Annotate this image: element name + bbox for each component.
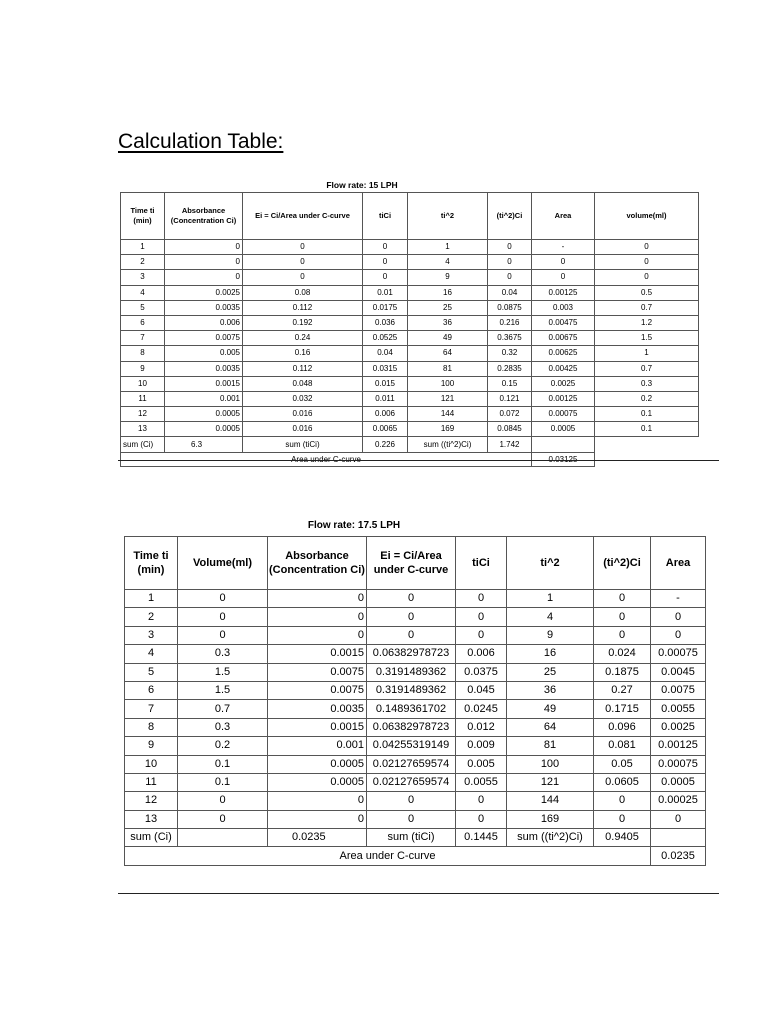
table-cell: 36 xyxy=(408,315,488,330)
sum-row xyxy=(121,437,699,452)
table-cell: 0.0035 xyxy=(268,700,367,718)
table-row xyxy=(121,361,699,376)
table-row xyxy=(121,376,699,391)
table-cell: 6 xyxy=(125,681,178,699)
table-cell: 0.00475 xyxy=(532,315,595,330)
table-cell: 12 xyxy=(121,407,165,422)
table-row xyxy=(125,755,706,773)
table-cell: 3 xyxy=(125,626,178,644)
table-cell: 25 xyxy=(507,663,594,681)
table-cell: 4 xyxy=(125,645,178,663)
page-heading: Calculation Table: xyxy=(118,130,284,153)
table-row xyxy=(121,300,699,315)
table-cell: 0 xyxy=(363,255,408,270)
table-row xyxy=(121,331,699,346)
sum-ti2ci-value: 0.9405 xyxy=(594,829,651,847)
divider-line xyxy=(118,460,719,461)
table-cell: 12 xyxy=(125,792,178,810)
table-cell: 0.006 xyxy=(363,407,408,422)
table-cell: 0 xyxy=(363,270,408,285)
table-cell: 0.192 xyxy=(243,315,363,330)
table-cell: 0.00125 xyxy=(532,391,595,406)
table-cell: 0.3191489362 xyxy=(367,681,456,699)
table-cell: 0.00675 xyxy=(532,331,595,346)
table-cell: 0.08 xyxy=(243,285,363,300)
table-cell: 0.072 xyxy=(488,407,532,422)
table-cell: 0.024 xyxy=(594,645,651,663)
table-cell: 0 xyxy=(268,608,367,626)
table-row xyxy=(125,700,706,718)
table-cell: 0 xyxy=(456,626,507,644)
table-row xyxy=(125,663,706,681)
table-cell: 0 xyxy=(594,810,651,828)
table-row xyxy=(125,773,706,791)
table-cell: 0.016 xyxy=(243,422,363,437)
table-cell: 0.112 xyxy=(243,361,363,376)
table-cell: 0.1489361702 xyxy=(367,700,456,718)
table-cell: 0 xyxy=(178,792,268,810)
table-cell: 0.15 xyxy=(488,376,532,391)
table-cell: 49 xyxy=(507,700,594,718)
table-cell: 0.2 xyxy=(178,737,268,755)
table-cell: 5 xyxy=(121,300,165,315)
table-cell: 0.7 xyxy=(595,300,699,315)
calc-table-15lph-section xyxy=(118,178,720,467)
table-cell: 0.04 xyxy=(363,346,408,361)
area-under-curve-label: Area under C-curve xyxy=(125,847,651,865)
table-cell: 0.00125 xyxy=(532,285,595,300)
calc-table-15lph xyxy=(120,192,699,467)
table-cell: 0.06382978723 xyxy=(367,718,456,736)
table-cell: 0.0005 xyxy=(651,773,706,791)
table-cell: 4 xyxy=(121,285,165,300)
sum-ci-value: 0.0235 xyxy=(268,829,367,847)
area-under-curve-label: Area under C-curve xyxy=(121,452,532,466)
table-row xyxy=(121,407,699,422)
table-cell: 6 xyxy=(121,315,165,330)
table-cell: 10 xyxy=(125,755,178,773)
area-under-curve-row xyxy=(125,847,706,865)
table-cell: 0 xyxy=(367,792,456,810)
table-cell: 121 xyxy=(408,391,488,406)
table-row xyxy=(125,737,706,755)
col-header-area: Area xyxy=(651,537,706,590)
table-cell: 169 xyxy=(507,810,594,828)
table-row xyxy=(125,792,706,810)
col-header-absorbance: Absorbance (Concentration Ci) xyxy=(165,193,243,240)
table-cell: 0.0005 xyxy=(532,422,595,437)
table-cell: 64 xyxy=(408,346,488,361)
table-cell: 0.0315 xyxy=(363,361,408,376)
table-cell: 0.006 xyxy=(456,645,507,663)
col-header-ti2: ti^2 xyxy=(507,537,594,590)
table-cell: 0.0035 xyxy=(165,300,243,315)
table-cell: 0.0175 xyxy=(363,300,408,315)
table-cell: 0.0005 xyxy=(268,755,367,773)
table-cell: 0.0055 xyxy=(456,773,507,791)
table-row xyxy=(125,810,706,828)
table-cell: 100 xyxy=(408,376,488,391)
sum-ti2ci-label: sum ((ti^2)Ci) xyxy=(408,437,488,452)
table-cell: 0.24 xyxy=(243,331,363,346)
area-under-curve-value: 0.0235 xyxy=(651,847,706,865)
table-row xyxy=(121,270,699,285)
table-cell: 0.7 xyxy=(178,700,268,718)
col-header-ti2: ti^2 xyxy=(408,193,488,240)
table-cell: 0.048 xyxy=(243,376,363,391)
table-cell: 0.1875 xyxy=(594,663,651,681)
table-cell: 0.06382978723 xyxy=(367,645,456,663)
table-cell: 1 xyxy=(408,240,488,255)
table-row xyxy=(121,255,699,270)
table-cell: 0 xyxy=(594,626,651,644)
table-cell: 0.3 xyxy=(178,718,268,736)
table-cell: 0.0375 xyxy=(456,663,507,681)
calc-table-17-5lph-section xyxy=(118,516,720,866)
flow-rate-title: Flow rate: 17.5 LPH xyxy=(307,520,401,531)
table-cell: 0.2835 xyxy=(488,361,532,376)
table-cell: 1 xyxy=(121,240,165,255)
table-cell: 7 xyxy=(121,331,165,346)
sum-ci-value: 6.3 xyxy=(165,437,243,452)
table-cell: 0 xyxy=(178,626,268,644)
table-cell: 0.2 xyxy=(595,391,699,406)
table-cell: 0.3191489362 xyxy=(367,663,456,681)
table-cell: 11 xyxy=(125,773,178,791)
table-cell: 0 xyxy=(178,810,268,828)
col-header-volume: volume(ml) xyxy=(595,193,699,240)
table-cell: 169 xyxy=(408,422,488,437)
table-cell: 0.016 xyxy=(243,407,363,422)
sum-tici-value: 0.1445 xyxy=(456,829,507,847)
table-row xyxy=(125,718,706,736)
table-cell: 10 xyxy=(121,376,165,391)
table-cell: 1 xyxy=(595,346,699,361)
table-cell: 5 xyxy=(125,663,178,681)
table-cell: 0 xyxy=(165,240,243,255)
divider-line xyxy=(118,893,719,894)
table-cell: 0 xyxy=(456,590,507,608)
table-cell: 1 xyxy=(507,590,594,608)
table-cell: 9 xyxy=(125,737,178,755)
table-cell: 0 xyxy=(595,240,699,255)
table-cell: 0 xyxy=(367,810,456,828)
table-row xyxy=(125,590,706,608)
table-cell: 0.00425 xyxy=(532,361,595,376)
table-cell: - xyxy=(651,590,706,608)
table-cell: 3 xyxy=(121,270,165,285)
sum-tici-label: sum (tiCi) xyxy=(367,829,456,847)
col-header-area: Area xyxy=(532,193,595,240)
col-header-ei: Ei = Ci/Area under C-curve xyxy=(243,193,363,240)
table-cell: 0.00125 xyxy=(651,737,706,755)
table-cell: 0.005 xyxy=(165,346,243,361)
table-cell: 0.081 xyxy=(594,737,651,755)
header-row xyxy=(121,193,699,240)
table-cell: 9 xyxy=(121,361,165,376)
sum-volume-empty xyxy=(178,829,268,847)
table-cell: 0 xyxy=(243,255,363,270)
table-row xyxy=(125,608,706,626)
table-cell: 0.012 xyxy=(456,718,507,736)
sum-volume-empty xyxy=(595,437,699,452)
table-cell: 0.0245 xyxy=(456,700,507,718)
table-cell: 13 xyxy=(125,810,178,828)
table-cell: 0.0025 xyxy=(651,718,706,736)
table-cell: 0 xyxy=(594,590,651,608)
table-cell: 1.5 xyxy=(595,331,699,346)
table-cell: 0.216 xyxy=(488,315,532,330)
table-cell: 0.0025 xyxy=(165,285,243,300)
table-row xyxy=(121,391,699,406)
table-cell: 0.001 xyxy=(268,737,367,755)
table-cell: 13 xyxy=(121,422,165,437)
table-cell: 0.01 xyxy=(363,285,408,300)
table-cell: 0.00075 xyxy=(651,645,706,663)
table-cell: 0 xyxy=(456,608,507,626)
table-cell: 0.011 xyxy=(363,391,408,406)
table-cell: 0.04255319149 xyxy=(367,737,456,755)
table-cell: 1.2 xyxy=(595,315,699,330)
table-cell: 8 xyxy=(121,346,165,361)
table-cell: 0.32 xyxy=(488,346,532,361)
col-header-tici: tiCi xyxy=(456,537,507,590)
table-cell: 0.0045 xyxy=(651,663,706,681)
table-cell: 0.032 xyxy=(243,391,363,406)
table-cell: 2 xyxy=(125,608,178,626)
table-cell: 0.1 xyxy=(595,422,699,437)
table-cell: 0 xyxy=(456,792,507,810)
col-header-absorbance: Absorbance (Concentration Ci) xyxy=(268,537,367,590)
table-cell: 121 xyxy=(507,773,594,791)
table-cell: 0.1 xyxy=(595,407,699,422)
table-cell: 0.121 xyxy=(488,391,532,406)
table-cell: 0 xyxy=(165,270,243,285)
table-cell: 0 xyxy=(651,608,706,626)
col-header-ti2ci: (ti^2)Ci xyxy=(488,193,532,240)
sum-ci-label: sum (Ci) xyxy=(125,829,178,847)
table-cell: 0 xyxy=(243,240,363,255)
table-cell: 0 xyxy=(367,590,456,608)
table-cell: 0 xyxy=(268,590,367,608)
sum-ci-label: sum (Ci) xyxy=(121,437,165,452)
table-cell: 0.04 xyxy=(488,285,532,300)
table-cell: 0.05 xyxy=(594,755,651,773)
sum-ti2ci-label: sum ((ti^2)Ci) xyxy=(507,829,594,847)
header-row xyxy=(125,537,706,590)
sum-tici-label: sum (tiCi) xyxy=(243,437,363,452)
flow-rate-title: Flow rate: 15 LPH xyxy=(326,180,398,190)
table-cell: 0.0035 xyxy=(165,361,243,376)
table-cell: 0 xyxy=(165,255,243,270)
table-cell: 0.0075 xyxy=(268,663,367,681)
table-row xyxy=(125,626,706,644)
sum-row xyxy=(125,829,706,847)
table-cell: 2 xyxy=(121,255,165,270)
table-cell: 0.0875 xyxy=(488,300,532,315)
table-cell: 0.0075 xyxy=(165,331,243,346)
table-cell: 16 xyxy=(507,645,594,663)
table-row xyxy=(121,285,699,300)
table-cell: 0 xyxy=(651,810,706,828)
table-cell: 0.0065 xyxy=(363,422,408,437)
table-cell: 0 xyxy=(594,792,651,810)
table-cell: 0.015 xyxy=(363,376,408,391)
table-cell: 0.27 xyxy=(594,681,651,699)
table-cell: 36 xyxy=(507,681,594,699)
table-cell: 7 xyxy=(125,700,178,718)
col-header-ti2ci: (ti^2)Ci xyxy=(594,537,651,590)
area-under-curve-value: 0.03125 xyxy=(532,452,595,466)
table-cell: 49 xyxy=(408,331,488,346)
table-cell: 0.02127659574 xyxy=(367,773,456,791)
table-cell: 0.5 xyxy=(595,285,699,300)
table-row xyxy=(125,681,706,699)
table-cell: 0.7 xyxy=(595,361,699,376)
table-cell: 0.0015 xyxy=(268,718,367,736)
table-cell: 1 xyxy=(125,590,178,608)
table-cell: 0.0025 xyxy=(532,376,595,391)
table-cell: 0.3 xyxy=(595,376,699,391)
table-cell: 0.009 xyxy=(456,737,507,755)
table-cell: 0 xyxy=(268,792,367,810)
table-cell: 1.5 xyxy=(178,663,268,681)
table-cell: 1.5 xyxy=(178,681,268,699)
table-cell: 0 xyxy=(243,270,363,285)
table-cell: 0.1 xyxy=(178,755,268,773)
col-header-volume: Volume(ml) xyxy=(178,537,268,590)
table-cell: 16 xyxy=(408,285,488,300)
table-cell: 0.0005 xyxy=(165,407,243,422)
table-cell: 0.0075 xyxy=(268,681,367,699)
table-cell: 0.0845 xyxy=(488,422,532,437)
table-cell: 4 xyxy=(408,255,488,270)
table-cell: 0.00625 xyxy=(532,346,595,361)
table-cell: 0 xyxy=(595,270,699,285)
table-cell: 0.1 xyxy=(178,773,268,791)
table-cell: 0.0015 xyxy=(165,376,243,391)
table-cell: 0.045 xyxy=(456,681,507,699)
table-cell: 0.0015 xyxy=(268,645,367,663)
col-header-time: Time ti (min) xyxy=(125,537,178,590)
table-cell: 0 xyxy=(651,626,706,644)
table-cell: - xyxy=(532,240,595,255)
table-cell: 0.0005 xyxy=(165,422,243,437)
calc-table-17-5lph xyxy=(124,536,706,866)
table-cell: 81 xyxy=(408,361,488,376)
sum-area-empty xyxy=(532,437,595,452)
table-row xyxy=(121,240,699,255)
table-cell: 0 xyxy=(367,626,456,644)
table-cell: 8 xyxy=(125,718,178,736)
table-cell: 0.1715 xyxy=(594,700,651,718)
col-header-time: Time ti (min) xyxy=(121,193,165,240)
table-cell: 0 xyxy=(363,240,408,255)
table-cell: 0.0075 xyxy=(651,681,706,699)
table-cell: 100 xyxy=(507,755,594,773)
col-header-ei: Ei = Ci/Area under C-curve xyxy=(367,537,456,590)
table-cell: 0.0005 xyxy=(268,773,367,791)
table-cell: 0.0525 xyxy=(363,331,408,346)
table-cell: 0.005 xyxy=(456,755,507,773)
table-cell: 0 xyxy=(488,240,532,255)
table-cell: 0.02127659574 xyxy=(367,755,456,773)
table-cell: 0 xyxy=(178,608,268,626)
col-header-tici: tiCi xyxy=(363,193,408,240)
table-row xyxy=(121,346,699,361)
sum-area-empty xyxy=(651,829,706,847)
table-cell: 0 xyxy=(178,590,268,608)
table-cell: 81 xyxy=(507,737,594,755)
sum-tici-value: 0.226 xyxy=(363,437,408,452)
table-cell: 0.096 xyxy=(594,718,651,736)
table-cell: 0.00075 xyxy=(651,755,706,773)
table-cell: 0.112 xyxy=(243,300,363,315)
table-cell: 11 xyxy=(121,391,165,406)
table-cell: 144 xyxy=(408,407,488,422)
table-row xyxy=(121,315,699,330)
table-cell: 0.00025 xyxy=(651,792,706,810)
table-cell: 0.036 xyxy=(363,315,408,330)
table-cell: 0 xyxy=(532,270,595,285)
table-cell: 0.003 xyxy=(532,300,595,315)
table-cell: 144 xyxy=(507,792,594,810)
table-cell: 0 xyxy=(532,255,595,270)
table-cell: 0 xyxy=(488,270,532,285)
table-cell: 0 xyxy=(456,810,507,828)
table-cell: 0 xyxy=(268,810,367,828)
table-cell: 9 xyxy=(507,626,594,644)
table-cell: 25 xyxy=(408,300,488,315)
table-row xyxy=(121,422,699,437)
table-cell: 4 xyxy=(507,608,594,626)
table-cell: 0.00075 xyxy=(532,407,595,422)
table-cell: 0.0055 xyxy=(651,700,706,718)
table-cell: 0 xyxy=(594,608,651,626)
table-cell: 0.006 xyxy=(165,315,243,330)
table-cell: 0.3 xyxy=(178,645,268,663)
table-cell: 0.3675 xyxy=(488,331,532,346)
table-cell: 0 xyxy=(268,626,367,644)
table-cell: 0 xyxy=(595,255,699,270)
table-cell: 0.0605 xyxy=(594,773,651,791)
table-cell: 0 xyxy=(367,608,456,626)
table-cell: 64 xyxy=(507,718,594,736)
table-cell: 9 xyxy=(408,270,488,285)
table-cell: 0.16 xyxy=(243,346,363,361)
sum-ti2ci-value: 1.742 xyxy=(488,437,532,452)
table-cell: 0.001 xyxy=(165,391,243,406)
table-row xyxy=(125,645,706,663)
table-cell: 0 xyxy=(488,255,532,270)
